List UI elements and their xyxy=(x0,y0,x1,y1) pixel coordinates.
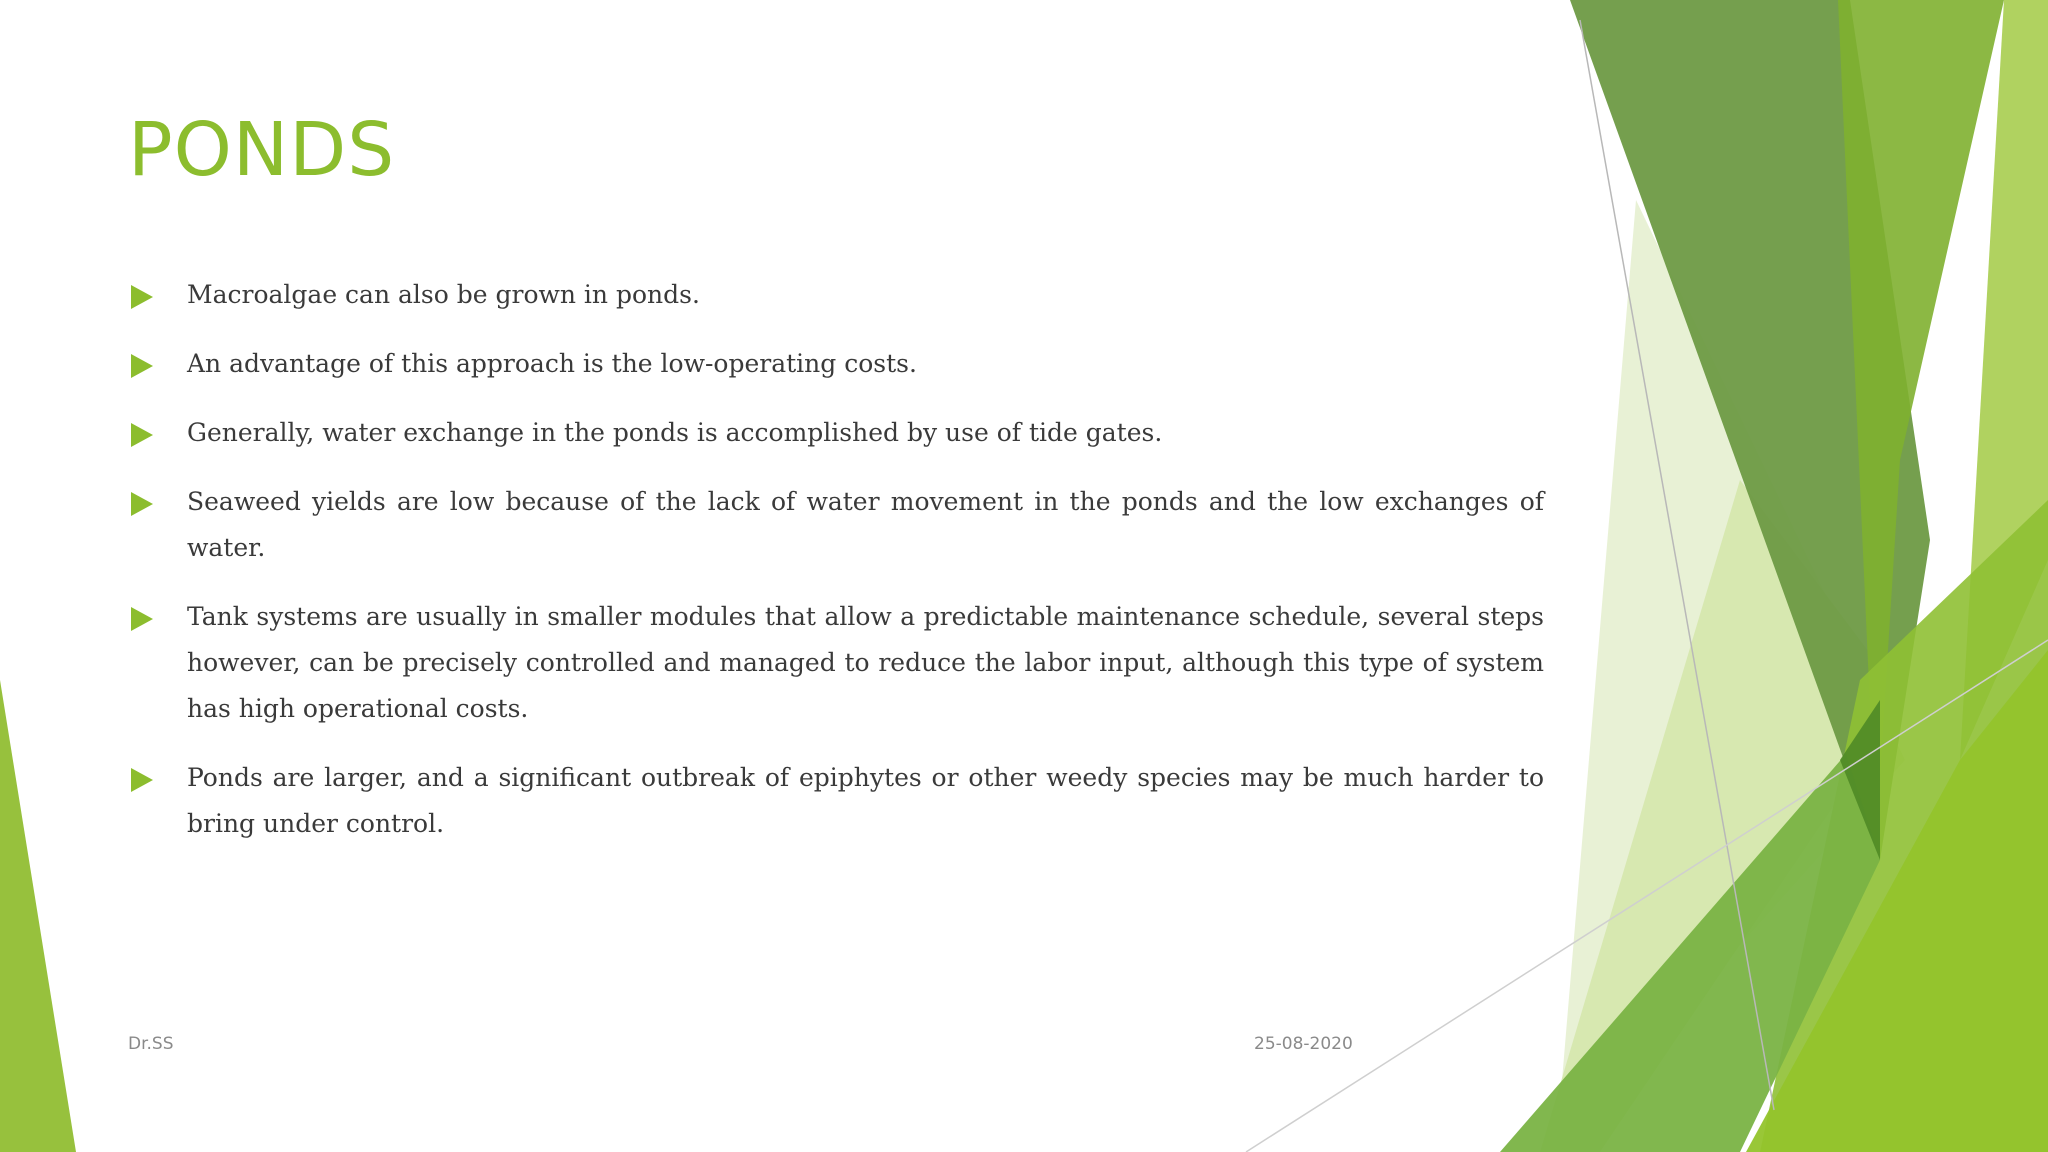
bullet-text: Generally, water exchange in the ponds is accomplished by use of tide gates. xyxy=(187,418,1163,447)
bullet-text: Ponds are larger, and a significant outbreak of epiphytes or other weedy species may be much harder to bring under control. xyxy=(187,763,1544,838)
triangle-bullet-icon xyxy=(131,607,153,631)
list-item xyxy=(128,594,1544,732)
list-item xyxy=(128,272,1544,318)
triangle-bullet-icon xyxy=(131,285,153,309)
bullet-text: Macroalgae can also be grown in ponds. xyxy=(187,280,700,309)
footer-author: Dr.SS xyxy=(128,1034,174,1054)
triangle-bullet-icon xyxy=(131,492,153,516)
list-item xyxy=(128,341,1544,387)
bullet-text: Seaweed yields are low because of the lack of water movement in the ponds and the low exchanges of water. xyxy=(187,487,1544,562)
list-item xyxy=(128,755,1544,847)
list-item xyxy=(128,479,1544,571)
left-edge-facet xyxy=(0,680,76,1152)
bullet-text: Tank systems are usually in smaller modules that allow a predictable maintenance schedule, several steps however, can be precisely controlled and managed to reduce the labor input, although this type of system has high operational costs. xyxy=(187,602,1544,723)
triangle-bullet-icon xyxy=(131,768,153,792)
footer-date: 25-08-2020 xyxy=(1254,1034,1353,1054)
list-item xyxy=(128,410,1544,456)
slide-title: PONDS xyxy=(128,107,396,193)
triangle-bullet-icon xyxy=(131,423,153,447)
bullet-list xyxy=(128,272,1544,870)
triangle-bullet-icon xyxy=(131,354,153,378)
bullet-text: An advantage of this approach is the low-operating costs. xyxy=(187,349,917,378)
